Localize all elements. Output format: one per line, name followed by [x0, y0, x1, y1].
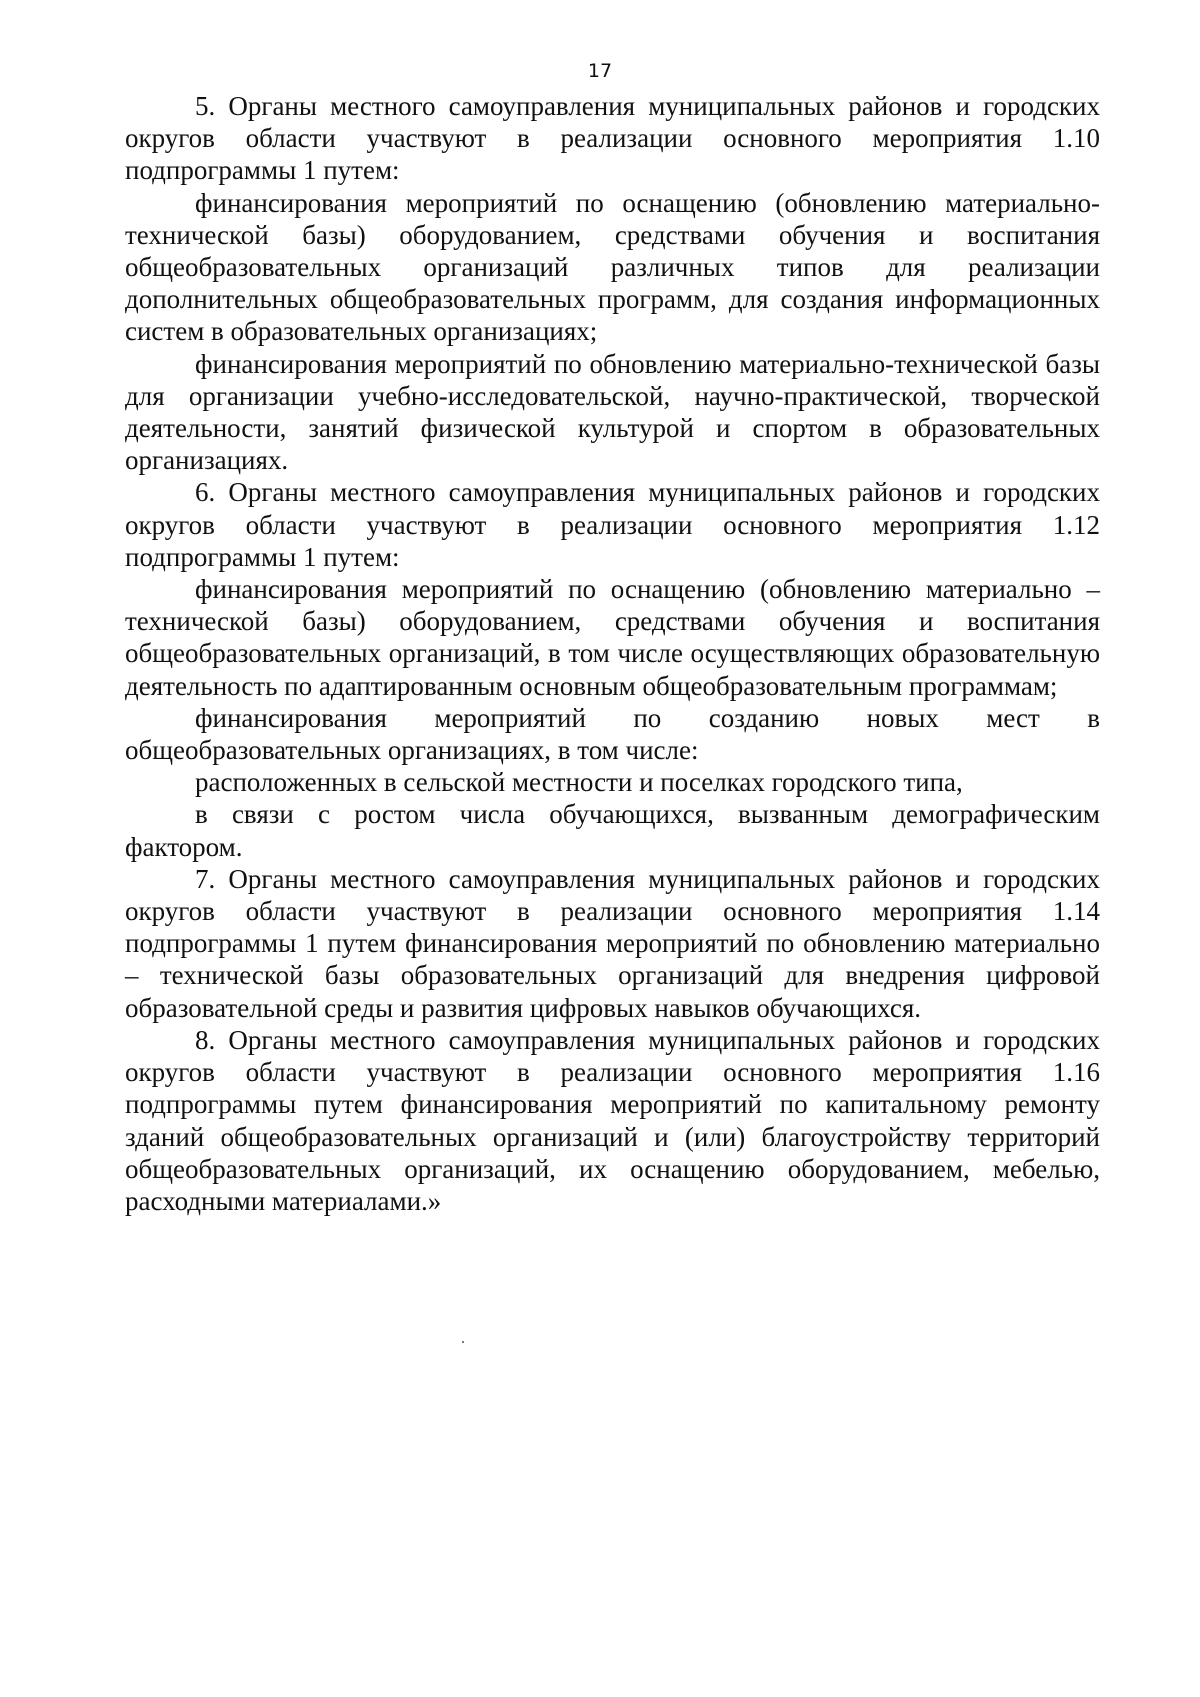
paragraph-item-8: 8. Органы местного самоуправления муниципальных районов и городских округов области участвуют в реализации основного мероприятия 1.16 подпрограммы путем финансирования мероприятий по капитальному ремонту зданий общеобразовательных организаций и (или) благоустройству территорий общеобразовательных организаций, их оснащению оборудованием, мебелью, расходными материалами.» — [125, 1024, 1100, 1216]
scan-dot-mark — [462, 1341, 464, 1343]
paragraph-item-7: 7. Органы местного самоуправления муниципальных районов и городских округов области участвуют в реализации основного мероприятия 1.14 подпрограммы 1 путем финансирования мероприятий по обновлению материально – технической базы образовательных организаций для внедрения цифровой образовательной среды и развития цифровых навыков обучающихся. — [125, 863, 1100, 1023]
page-number: 17 — [587, 60, 613, 82]
paragraph-demographic-factor: в связи с ростом числа обучающихся, вызванным демографическим фактором. — [125, 799, 1100, 862]
document-body — [125, 90, 1100, 1217]
paragraph-mtb-update-financing: финансирования мероприятий по обновлению материально-технической базы для организации учебно-исследовательской, научно-практической, творческой деятельности, занятий физической культурой и спортом в образовательных организациях. — [125, 348, 1100, 476]
paragraph-adapted-programs-financing: финансирования мероприятий по оснащению (обновлению материально – технической базы) оборудованием, средствами обучения и воспитания общеобразовательных организаций, в том числе осуществляющих образовательную деятельность по адаптированным основным общеобразовательным программам; — [125, 574, 1100, 701]
paragraph-equipment-financing: финансирования мероприятий по оснащению (обновлению материально-технической базы) оборудованием, средствами обучения и воспитания общеобразовательных организаций различных типов для реализации дополнительных общеобразовательных программ, для создания информационных систем в образовательных организациях; — [125, 187, 1100, 347]
paragraph-item-6: 6. Органы местного самоуправления муниципальных районов и городских округов области участвуют в реализации основного мероприятия 1.12 подпрограммы 1 путем: — [125, 477, 1100, 572]
paragraph-new-places-financing: финансирования мероприятий по созданию новых мест в общеобразовательных организациях, в том числе: — [125, 702, 1100, 766]
paragraph-rural-locations: расположенных в сельской местности и поселках городского типа, — [195, 767, 963, 798]
paragraph-item-5: 5. Органы местного самоуправления муниципальных районов и городских округов области участвуют в реализации основного мероприятия 1.10 подпрограммы 1 путем: — [125, 91, 1100, 186]
